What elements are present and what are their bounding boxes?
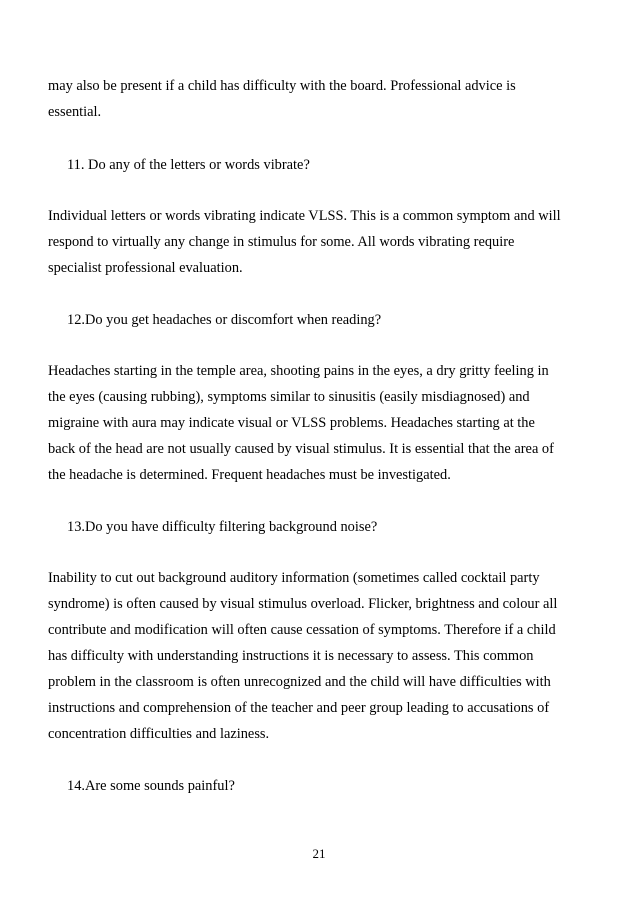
body-text-line: Headaches starting in the temple area, shooting pains in the eyes, a dry gritty feeling in xyxy=(48,363,549,379)
body-text-line: essential. xyxy=(48,104,102,120)
body-text-line: syndrome) is often caused by visual stimulus overload. Flicker, brightness and colour all xyxy=(48,596,558,612)
body-text-line: back of the head are not usually caused by visual stimulus. It is essential that the area of xyxy=(48,441,554,457)
question-heading: 13.Do you have difficulty filtering background noise? xyxy=(67,519,378,535)
question-heading: 12.Do you get headaches or discomfort when reading? xyxy=(67,312,382,328)
body-text-line: has difficulty with understanding instructions it is necessary to assess. This common xyxy=(48,648,534,664)
page-number: 21 xyxy=(312,846,326,861)
question-heading: 11. Do any of the letters or words vibrate? xyxy=(67,157,310,173)
body-text-line: instructions and comprehension of the teacher and peer group leading to accusations of xyxy=(48,700,550,716)
body-text-line: contribute and modification will often cause cessation of symptoms. Therefore if a child xyxy=(48,622,556,638)
body-text-line: concentration difficulties and laziness. xyxy=(48,726,270,742)
body-text-line: the eyes (causing rubbing), symptoms similar to sinusitis (easily misdiagnosed) and xyxy=(48,389,530,405)
body-text-line: the headache is determined. Frequent headaches must be investigated. xyxy=(48,467,451,483)
body-text-line: Inability to cut out background auditory information (sometimes called cocktail party xyxy=(48,570,540,586)
body-text-line: specialist professional evaluation. xyxy=(48,260,243,276)
body-text-line: problem in the classroom is often unrecognized and the child will have difficulties with xyxy=(48,674,551,690)
body-text-line: migraine with aura may indicate visual or VLSS problems. Headaches starting at the xyxy=(48,415,535,431)
body-text-line: respond to virtually any change in stimulus for some. All words vibrating require xyxy=(48,234,515,250)
body-text-line: may also be present if a child has difficulty with the board. Professional advice is xyxy=(48,78,516,94)
question-heading: 14.Are some sounds painful? xyxy=(67,778,235,794)
body-text-line: Individual letters or words vibrating indicate VLSS. This is a common symptom and will xyxy=(48,208,561,224)
